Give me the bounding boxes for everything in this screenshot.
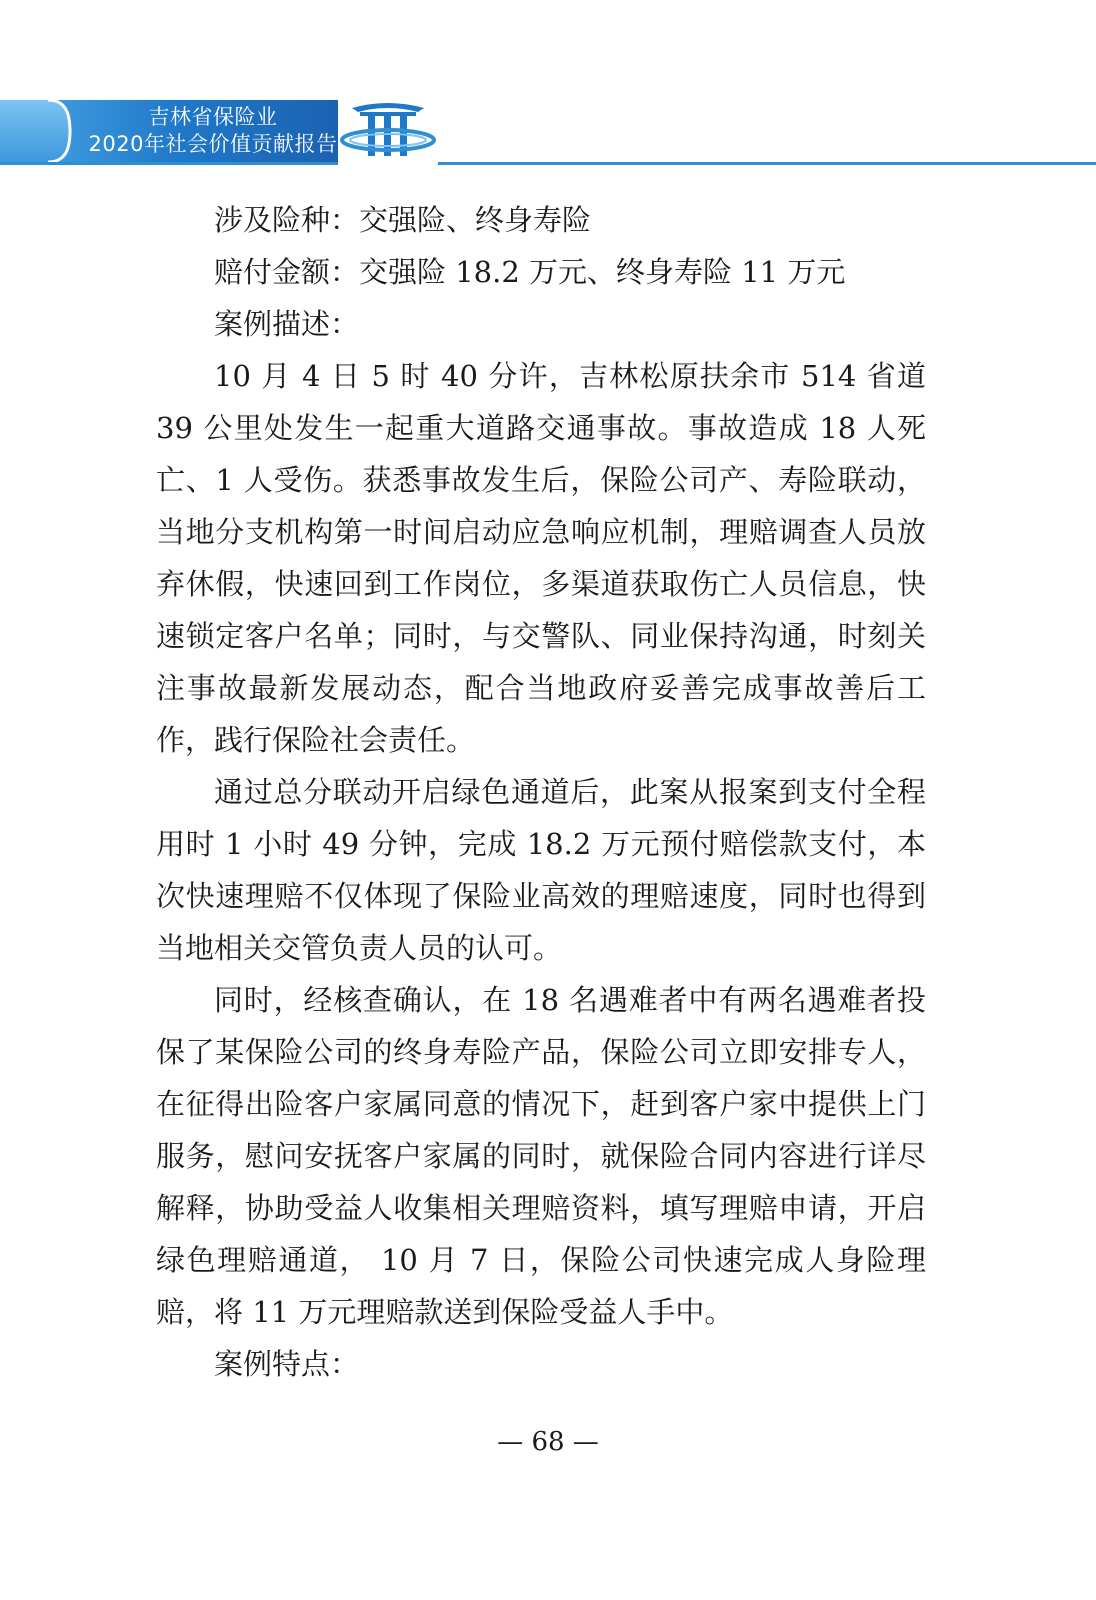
case-features-heading: 案例特点： bbox=[214, 1347, 360, 1381]
paragraph-green-channel: 通过总分联动开启绿色通道后，此案从报案到支付全程用时 1 小时 49 分钟，完成 18.2 万元预付赔偿款支付，本次快速理赔不仅体现了保险业高效的理赔速度，同时也得到当地相关交管负责人员的认可。 bbox=[156, 775, 926, 965]
page-header bbox=[0, 100, 1096, 168]
page-number: — 68 — bbox=[497, 1427, 599, 1457]
insurance-types-line: 涉及险种：交强险、终身寿险 bbox=[214, 203, 592, 237]
report-title bbox=[78, 104, 348, 158]
report-title-line2: 2020年社会价值贡献报告 bbox=[88, 132, 338, 156]
insurance-pavilion-logo-icon bbox=[338, 94, 438, 166]
report-title-line1: 吉林省保险业 bbox=[148, 105, 278, 129]
paragraph-life-insurance: 同时，经核查确认，在 18 名遇难者中有两名遇难者投保了某保险公司的终身寿险产品，保险公司立即安排专人，在征得出险客户家属同意的情况下，赶到客户家中提供上门服务，慰问安抚客户家属的同时，就保险合同内容进行详尽解释，协助受益人收集相关理赔资料，填写理赔申请，开启绿色理赔通道， 10 月 7 日，保险公司快速完成人身险理赔，将 11 万元理赔款送到保险受益人手中。 bbox=[156, 983, 926, 1329]
paragraph-accident: 10 月 4 日 5 时 40 分许，吉林松原扶余市 514 省道 39 公里处发生一起重大道路交通事故。事故造成 18 人死亡、1 人受伤。获悉事故发生后，保险公司产、寿险联动，当地分支机构第一时间启动应急响应机制，理赔调查人员放弃休假，快速回到工作岗位，多渠道获取伤亡人员信息，快速锁定客户名单；同时，与交警队、同业保持沟通，时刻关注事故最新发展动态，配合当地政府妥善完成事故善后工作，践行保险社会责任。 bbox=[156, 359, 926, 757]
case-description-heading: 案例描述： bbox=[214, 307, 360, 341]
case-text bbox=[156, 194, 926, 1390]
payout-amount-line: 赔付金额：交强险 18.2 万元、终身寿险 11 万元 bbox=[214, 255, 846, 289]
header-rule bbox=[0, 162, 1096, 165]
